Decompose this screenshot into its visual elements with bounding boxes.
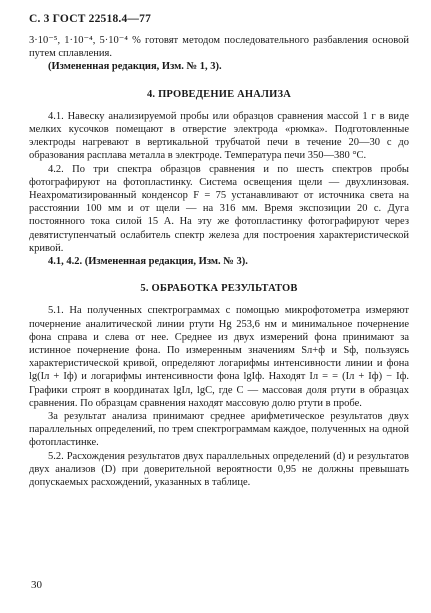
section-heading-4: 4. ПРОВЕДЕНИЕ АНАЛИЗА xyxy=(146,88,292,100)
paragraph-5-1-result: За результат анализа принимают среднее арифметическое результатов двух параллельных определений, по трем спектрограммам каждое, полученных на одной фотопластинке. xyxy=(29,411,409,449)
paragraph-5-2: 5.2. Расхождения результатов двух параллельных определений (d) и результатов двух анализов (D) при доверительной вероятности 0,95 не должны превышать допускаемых расхождений, указанных в таблице. xyxy=(29,450,409,489)
document-body xyxy=(29,34,409,489)
page-header: С. 3 ГОСТ 22518.4—77 xyxy=(29,13,152,25)
section-heading-5: 5. ОБРАБОТКА РЕЗУЛЬТАТОВ xyxy=(140,283,298,295)
paragraph-4-2: 4.2. По три спектра образцов сравнения и по шесть спектров пробы фотографируют на фотопластинку. Система освещения щели — двухлинзовая. Неахроматизированный конденсор F = 75 устанавливают от источника света на расстоянии 100 мм и от щели — на 316 мм. Время экспозиции 20 с. Дуга постоянного тока силой 15 А. На эту же фотопластинку фотографируют через девятиступенчатый ослабитель спектр железа для построения характеристической кривой. xyxy=(29,163,409,254)
page-number: 30 xyxy=(31,579,42,591)
amendment-note: (Измененная редакция, Изм. № 1, 3). xyxy=(48,61,222,73)
paragraph-5-1: 5.1. На полученных спектрограммах с помощью микрофотометра измеряют почернение аналитической линии ртути Hg 253,6 нм и минимальное почернение фона справа и слева от нее. Среднее из двух измерений фона принимают за истинное почернение фона. По измеренным значениям Sл+ф и Sф, пользуясь характеристической кривой, определяют логарифмы интенсивности линии и фона lg(Iл + Iф) и логарифмы интенсивности фона lgIф. Находят Iл = = (Iл + Iф) − Iф. Графики строят в координатах lgIл, lgC, где C — массовая доля ртути в образцах сравнения. По образцам сравнения находят массовую долю ртути в пробе. xyxy=(29,305,409,409)
paragraph-4-1: 4.1. Навеску анализируемой пробы или образцов сравнения массой 1 г в виде мелких кусочков помещают в отверстие электрода «рюмка». Подготовленные электроды нагревают в вертикальной трубчатой печи в течение 20—30 с до образования расплава металла в электроде. Температура печи 350—380 °С. xyxy=(29,110,409,162)
amendment-note-4: 4.1, 4.2. (Измененная редакция, Изм. № 3). xyxy=(48,256,248,268)
intro-paragraph: 3·10⁻⁵, 1·10⁻⁴, 5·10⁻⁴ % готовят методом последовательного разбавления основой путем сплавления. xyxy=(29,35,409,60)
